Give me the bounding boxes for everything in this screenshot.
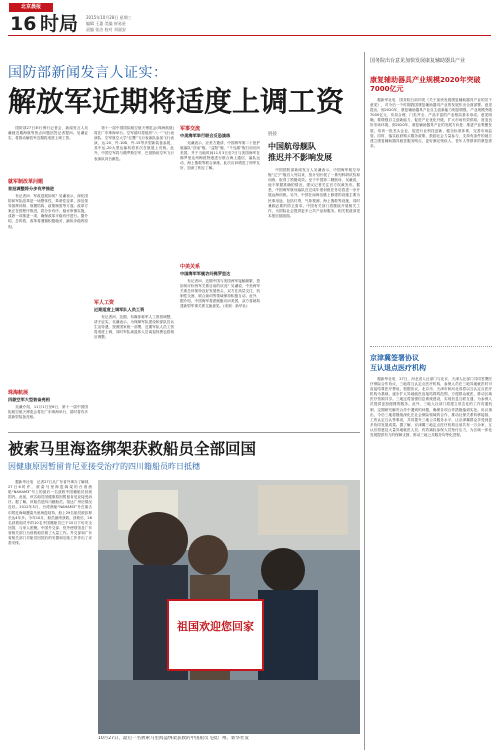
right-intro: 国务院出台意见加快发展康复辅助器具产业 [370,58,466,64]
main-body-col2 [94,126,174,296]
middle-body-text: 中国国防部新闻发言人吴谦表示，中国海军航空母舰“辽宁”舰自入列以来，按计划开展了一系列科研试验和训练，取得了预期成效。至于中国第二艘航母，吴谦说，他不掌握准确的情况，建议记者关注官方权威发布。据悉，中国海军航母编队在完成年度训练任务后将进一步开展远海训练。另外，中国在南海岛礁上修建的设施主要为民事用途，包括灯塔、气象观测、海上搜救等设施，同时兼顾必要的防卫需求。中国有关部门将继续开展相关工作，为国际社会提供更多公共产品和服务。相关报道请见本报后续版面。 [268,168,360,218]
section-title: 时局 [40,13,79,35]
main-subhead-3b: 近期适度上调军队人员工资 [94,307,145,312]
main-lead [8,126,88,166]
main-subhead-3: 军人工资 [94,300,115,306]
header-rule [8,35,491,36]
right-body-2 [370,377,492,745]
main-subhead-4: 军事交流 [180,126,201,132]
middle-label: 链接 [268,132,277,137]
main-body-col1b-text: 吴谦介绍，11月1日至6日，第十一届中国国际航空航天博览会将在广东珠海举行，届时将有多款新型装备亮相。 [8,405,88,420]
proof-line: 责编 张洁 校对 刘丽安 [86,27,126,32]
welcome-sign-text: 祖国欢迎您回家 [177,620,254,633]
main-subhead-5: 中美关系 [180,264,201,270]
column-divider [364,52,365,750]
photo-scene [98,480,360,734]
bottom-rule [8,432,360,433]
main-body-col1b [8,405,88,427]
main-title: 解放军近期将适度上调工资 [8,85,345,118]
page-number: 16 [10,13,37,35]
main-body-col2b-text: 有记者问，近期，有媒体称军人工资将调整，请予证实。吴谦表示，为保障军队建设和部队官兵生活待遇，按照国家统一部署，近期军队人员工资将适度上调，同时军队离退休人员离退休费也将相应调整。 [94,315,174,340]
middle-body [268,168,360,428]
main-body-col3-text: 吴谦表示，应美方邀请，中国海军第二十批护航编队“济南”舰、“益阳”舰、“千岛湖”舰日前访问美国，并于当地时间11月3日至7日与美国海军在佛罗里达州梅波特港进行联合海上通信、编队运动、海上搜救等联合演练。此次访问增进了两军友好，加深了相互了解。 [180,141,260,171]
right-sub-title-1: 京津冀签署协议 [370,354,419,362]
right-body-text: 据新华社电 国务院日前印发《关于加快发展康复辅助器具产业的若干意见》，对今后一个时期我国康复辅助器具产业的发展作出全面部署。意见提出，到2020年，康复辅助器具产业自主创新能力明显增强，产业规模突破7000亿元，布局合理、门类齐全、产品丰富的产业格局基本形成。意见明确，要增强自主创新能力，促进产业优化升级，扩大市场有效供给，营造良好市场环境。到2020年，康复辅助器具产业的发展方向是：推进产业集聚发展，培育一批龙头企业，促进行业科技创新，健全标准体系，完善市场监管。同时，落实政府购买服务政策，鼓励社会力量参与，支持有条件的地方建立康复辅助器具租赁服务网点，更好满足残疾人、老年人等群体的康复需求。 [370,98,492,148]
right-body [370,98,492,338]
editor-line: 编辑 王惠 美编 崔易星 [86,21,126,26]
main-subhead-2: 珠海航展 [8,390,29,396]
main-lead-text: 国防部27日举行例行记者会，新闻发言人吴谦就近期海航等热点问题回答记者提问。吴谦证实，将推动解放军近期将适度上调工资。 [8,126,88,141]
main-body-col3b [180,279,260,427]
main-subhead-4b: 中美海军举行联合反恐演练 [180,133,231,138]
right-title: 康复辅助器具产业规模2020年突破7000亿元 [370,76,481,93]
right-body-2-text: 据新华社电 27日，河北省人社部门与北京、天津人社部门共同签署医疗保险合作协议，三地将互认定点医疗机构，参保人员在三地异地就医时可直接结算医疗费用。根据协议，北京市、天津市和河北省将以互认定点医疗机构为基础，逐步扩大异地就医直接结算的范围，方便群众就医，推动区域医疗资源共享。三地还将加强信息系统建设，实现信息互联互通，为参保人员提供更加便捷的服务。此外，三地人社部门将建立常态化的工作沟通机制，定期研究解决合作中遇到的问题，确保各项合作措施落到实处。协议指出，今后三地将继续深化在社会保险领域的合作，推动社保关系转移接续、工伤认定互认等事项，共同提升三地公共服务水平，让京津冀群众享受到更多协同发展成果。据了解，京津冀三地定点医疗机构目前共有一万余家，互认后将惠及大量异地就医人员，有效减轻参保人员垫付压力，为区域一体化发展提供有力的保障支撑，推动三地公共服务均等化进程。 [370,377,492,438]
date-line: 2015年10月28日 星期三 [86,15,132,20]
middle-subtitle: 推迟并不影响发展 [268,153,332,162]
main-body-col3 [180,141,260,261]
main-subhead-5b: 中国海军军舰访问佛罗里达 [180,271,231,276]
bottom-title: 被索马里海盗绑架获救船员全部回国 [8,440,257,458]
right-sub-title-2: 互认退点医疗机构 [370,364,426,372]
main-subhead-1: 就军制改革问题 [8,179,44,185]
photo-caption: 10月27日，最后一名被索马里海盗绑架获救的中国船员飞抵广州。新华社发 [98,736,249,741]
bottom-body-text: 据新华社电 记者27日从广东省外事办了解到，27日6时许，被索马里海盗绑架的台湾渔船“NAHAM3”号上的最后一名获救中国籍船员回到国内。此前，该名船员因健康原因暂留肯尼亚接受治疗。据了解，该船员是四川籍船员，抵达广州后情况良好。2012年3月，台湾渔船“NAHAM3”号在塞舌尔附近海域遭索马里海盗劫持，船上29名船员被扣押长达4年多。今年10月，船员最终获救。获救后，26名获救船员中的10名中国籍船员已于10月下旬安全回国，与家人团聚。中国外交部、驻外使领馆及广东省相关部门为营救船员做了大量工作。外交部和广东省相关部门对船员回国后的安置和后续工作作出了妥善安排。 [8,480,92,546]
main-body-col2-text: 第十一届中国国际航空航天博览会(珠海航展)将在广东珠海举行。空军届时将组织“八一”飞行表演队、空军航空大学“红鹰”飞行表演队参加飞行表演，运-20、歼-10B、歼-15等多型新装备参展，其中运-20大型运输机将首次在航展上亮相。此外，中国空军将与俄罗斯空军、巴基斯坦空军飞行表演队同台献技。 [94,126,174,161]
news-photo [98,480,360,734]
bottom-body [8,480,92,745]
bottom-subtitle: 因健康原因暂留肯尼亚接受治疗的四川籍船员昨日抵穗 [8,462,200,471]
main-body-col1 [8,194,88,380]
main-body-col1-text: 有记者问：军改进展如何？吴谦表示，深化国防和军队改革是一场整体性、革命性变革，涉及领导指挥体制、规模结构、政策制度等方面。改革方案正在按程序推进，将分步有序、稳妥审慎实施，成熟一项推进一项，确保改革平稳有序进行。据介绍，总的看，改革将遵循积极稳妥、蹄疾步稳的原则。 [8,194,88,229]
main-body-col3b-text: 有记者问，近期中国与美国两军接触频繁，您如何评价两军关系目前的状况？吴谦说，中美两军关系总体保持良好发展势头，双方在高层交往、机制性交流、联合演训等领域保持积极互动。此外，据介绍，中国海军将派舰艇访问美国，双方将就构建新型军事关系交换意见。(来源：新华社) [180,279,260,309]
main-subhead-2b: 四款空军大型装备亮相 [8,397,50,402]
right-divider [370,346,492,347]
main-subhead-1b: 首批调整将分步有序推进 [8,186,55,191]
main-kicker: 国防部新闻发言人证实： [8,65,168,81]
paper-logo: 北京晨报 [9,3,53,12]
main-body-col2b [94,315,174,427]
middle-title: 中国航母舰队 [268,142,316,151]
